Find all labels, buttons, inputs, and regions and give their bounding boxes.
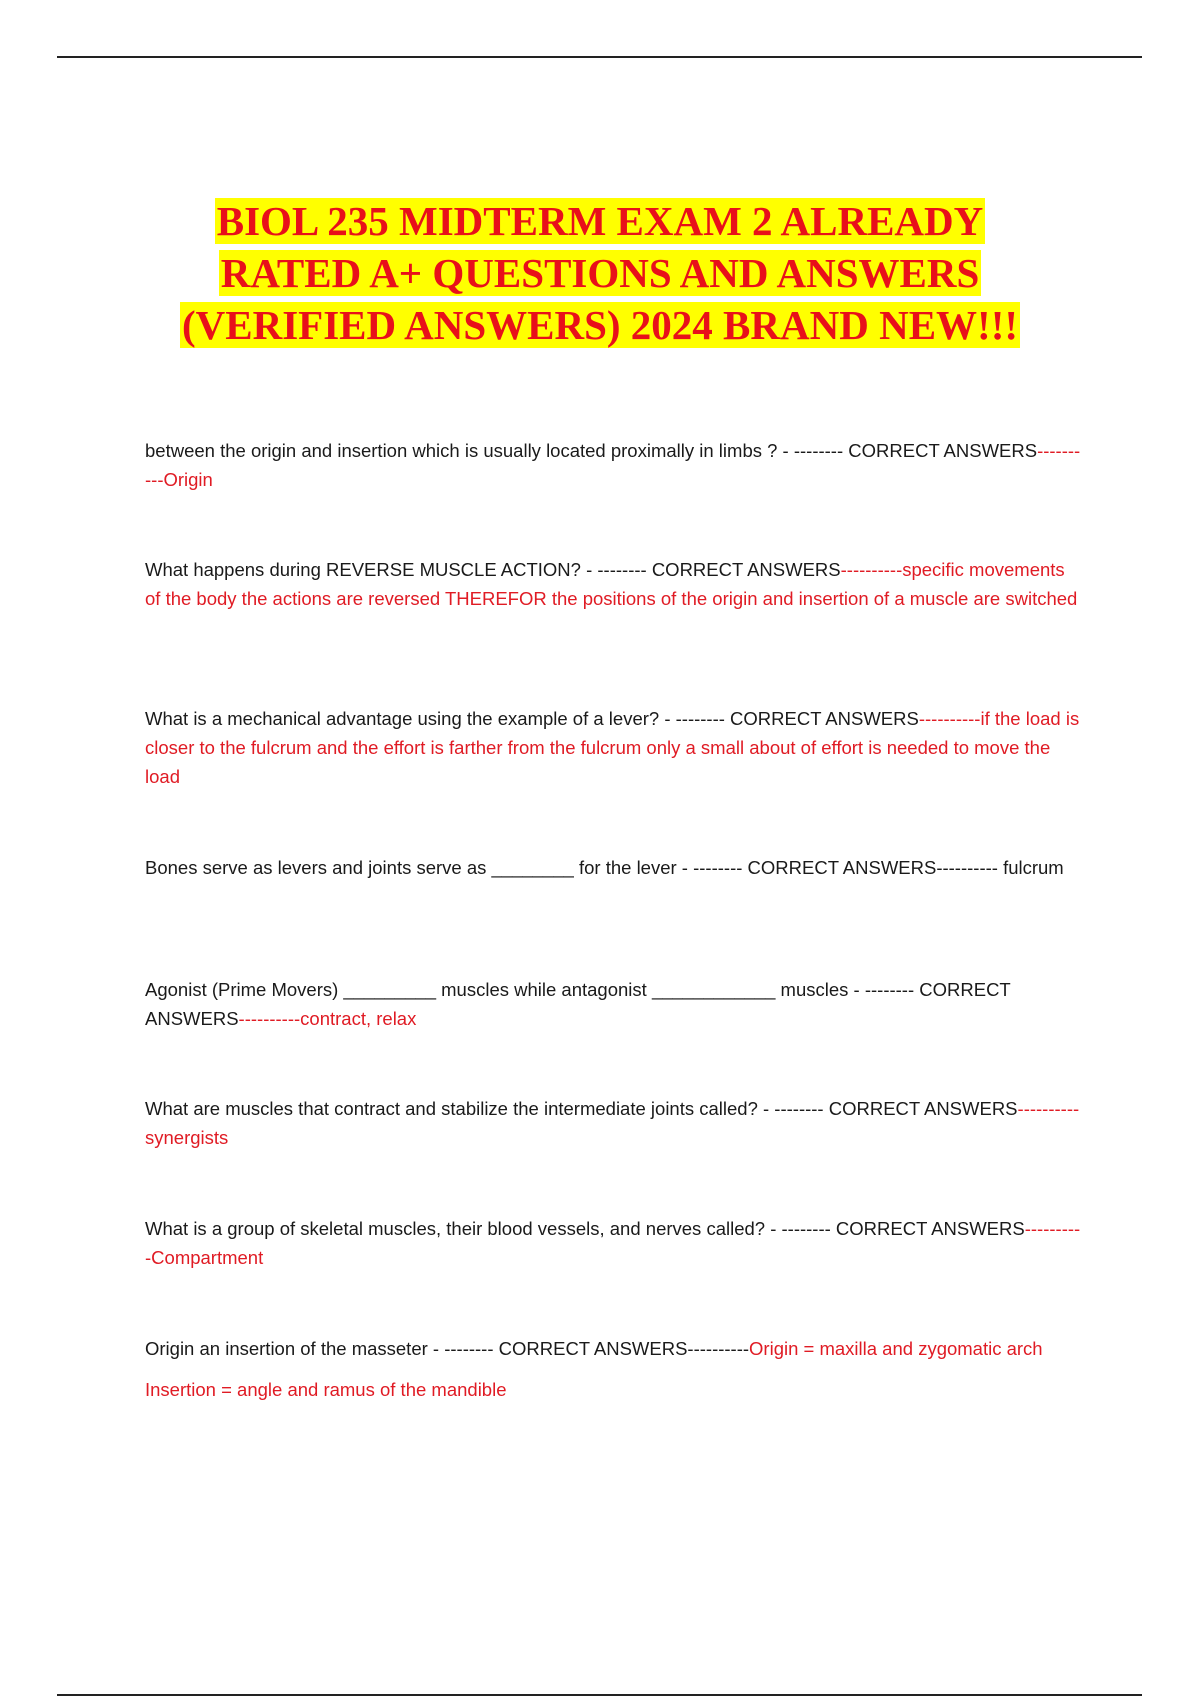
- answer-extra-text: Insertion = angle and ramus of the mandible: [145, 1379, 507, 1400]
- answer-separator: ----------: [145, 440, 1081, 490]
- answer-separator: ----------: [840, 559, 903, 580]
- qa-item-3: [145, 704, 1085, 791]
- answer-separator: ----------: [238, 1008, 301, 1029]
- answer-text: Origin: [163, 469, 213, 490]
- question-text: Origin an insertion of the masseter - -------- CORRECT ANSWERS----------: [145, 1338, 750, 1359]
- answer-separator: ----------: [1017, 1098, 1080, 1119]
- question-text: What happens during REVERSE MUSCLE ACTION? - -------- CORRECT ANSWERS: [145, 559, 841, 580]
- qa-item-7: [145, 1214, 1085, 1272]
- qa-item-4: [145, 853, 1085, 882]
- answer-text: Origin = maxilla and zygomatic arch: [749, 1338, 1043, 1359]
- title-line-1: BIOL 235 MIDTERM EXAM 2 ALREADY: [216, 198, 984, 244]
- answer-separator: ----------: [918, 708, 981, 729]
- answer-text: specific movements of the body the actions are reversed THEREFOR the positions of the origin and insertion of a muscle are switched: [145, 559, 1078, 609]
- document-title: [100, 195, 1100, 351]
- question-text: What is a group of skeletal muscles, their blood vessels, and nerves called? - -------- CORRECT ANSWERS: [145, 1218, 1025, 1239]
- qa-item-6: [145, 1094, 1085, 1152]
- question-text: What is a mechanical advantage using the example of a lever? - -------- CORRECT ANSWERS: [145, 708, 919, 729]
- qa-item-1: [145, 436, 1085, 494]
- answer-text: Compartment: [151, 1247, 264, 1268]
- answer-text: contract, relax: [300, 1008, 417, 1029]
- question-text: What are muscles that contract and stabilize the intermediate joints called? - -------- CORRECT ANSWERS: [145, 1098, 1018, 1119]
- question-text: between the origin and insertion which is usually located proximally in limbs ? - -------- CORRECT ANSWERS: [145, 440, 1038, 461]
- qa-item-8: [145, 1334, 1085, 1404]
- qa-item-2: [145, 555, 1085, 613]
- answer-text: synergists: [145, 1127, 229, 1148]
- qa-item-5: [145, 975, 1085, 1033]
- title-line-3: (VERIFIED ANSWERS) 2024 BRAND NEW!!!: [182, 302, 1018, 348]
- answer-separator: ----------: [145, 1218, 1081, 1268]
- top-rule: [57, 56, 1142, 58]
- answer-text: if the load is closer to the fulcrum and the effort is farther from the fulcrum only a small about of effort is needed to move the load: [145, 708, 1080, 787]
- question-text: Agonist (Prime Movers) _________ muscles while antagonist ____________ muscles - -------- CORRECT ANSWERS: [145, 979, 1011, 1029]
- bottom-rule: [57, 1694, 1142, 1696]
- title-line-2: RATED A+ QUESTIONS AND ANSWERS: [220, 250, 980, 296]
- question-text: Bones serve as levers and joints serve as ________ for the lever - -------- CORRECT ANSWERS---------- fulcrum: [145, 857, 1064, 878]
